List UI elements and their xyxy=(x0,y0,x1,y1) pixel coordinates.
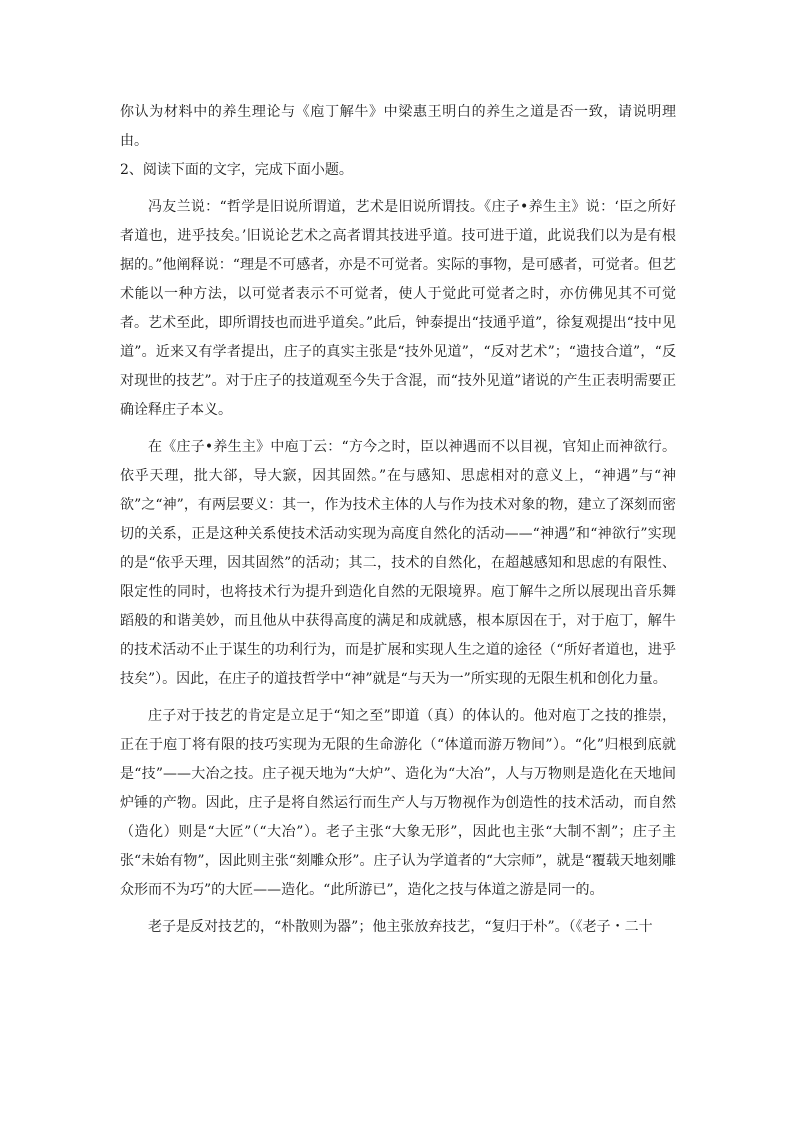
question-prompt-paragraph: 你认为材料中的养生理论与《庖丁解牛》中梁惠王明白的养生之道是否一致，请说明理由。 xyxy=(120,104,676,149)
passage-paragraph-2: 在《庄子•养生主》中庖丁云：“方今之时，臣以神遇而不以目视，官知止而神欲行。依乎天理，批大郤，导大窾，因其固然。”在与感知、思虑相对的意义上，“神遇”与“神欲”之“神”，有两层要义：其一，作为技术主体的人与作为技术对象的物，建立了深刻而密切的关系，正是这种关系使技术活动实现为高度自然化的活动——“神遇”和“神欲行”实现的是“依乎天理，因其固然”的活动；其二，技术的自然化，在超越感知和思虑的有限性、限定性的同时，也将技术行为提升到造化自然的无限境界。庖丁解牛之所以展现出音乐舞蹈般的和谐美妙，而且他从中获得高度的满足和成就感，根本原因在于，对于庖丁，解牛的技术活动不止于谋生的功利行为，而是扩展和实现人生之道的途径（“所好者道也，进乎技矣”）。因此，在庄子的道技哲学中“神”就是“与天为一”所实现的无限生机和创化力量。 xyxy=(120,439,676,687)
document-body xyxy=(120,98,676,942)
passage-paragraph-4: 老子是反对技艺的，“朴散则为器”；他主张放弃技艺，“复归于朴”。（《老子・二十 xyxy=(148,919,653,935)
passage-paragraph-3: 庄子对于技艺的肯定是立足于“知之至”即道（真）的体认的。他对庖丁之技的推崇，正在于庖丁将有限的技巧实现为无限的生命游化（“体道而游万物间”）。“化”归根到底就是“技”——大冶之技。庄子视天地为“大炉”、造化为“大冶”，人与万物则是造化在天地间炉锤的产物。因此，庄子是将自然运行而生产人与万物视作为创造性的技术活动，而自然（造化）则是“大匠”（“大冶”）。老子主张“大象无形”，因此也主张“大制不割”；庄子主张“未始有物”，因此则主张“刻雕众形”。庄子认为学道者的“大宗师”，就是“覆载天地刻雕众形而不为巧”的大匠——造化。“此所游已”，造化之技与体道之游是同一的。 xyxy=(120,708,676,898)
question-heading: 2、阅读下面的文字，完成下面小题。 xyxy=(120,162,353,178)
passage-paragraph-1: 冯友兰说：“哲学是旧说所谓道，艺术是旧说所谓技。《庄子•养生主》说：‘臣之所好者道也，进乎技矣。’旧说论艺术之高者谓其技进乎道。技可进于道，此说我们以为是有根据的。”他阐释说：“理是不可感者，亦是不可觉者。实际的事物，是可感者，可觉者。但艺术能以一种方法，以可觉者表示不可觉者，使人于觉此可觉者之时，亦仿佛见其不可觉者。艺术至此，即所谓技也而进乎道矣。”此后，钟泰提出“技通乎道”，徐复观提出“技中见道”。近来又有学者提出，庄子的真实主张是“技外见道”，“反对艺术”；“遗技合道”，“反对现世的技艺”。对于庄子的技道观至今失于含混，而“技外见道”诸说的产生正表明需要正确诠释庄子本义。 xyxy=(120,199,676,418)
